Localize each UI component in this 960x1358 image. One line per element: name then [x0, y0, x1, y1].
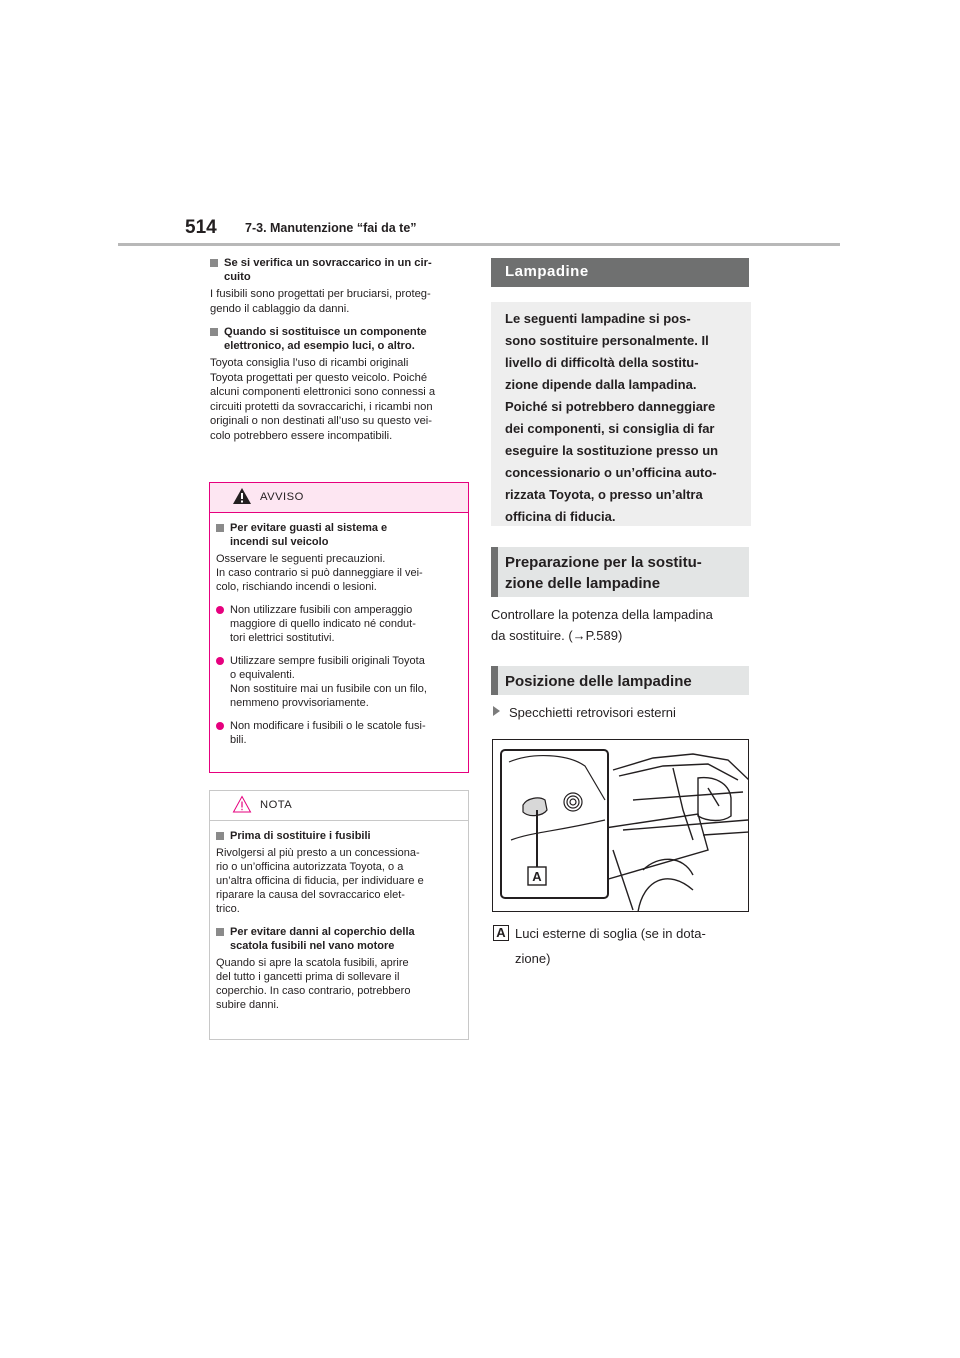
mirror-illustration — [492, 739, 749, 912]
section-title: Lampadine — [505, 263, 589, 280]
note-label: NOTA — [260, 799, 293, 811]
page-number: 514 — [185, 217, 217, 238]
square-bullet-icon — [210, 259, 218, 267]
intro-text: Le seguenti lampadine si pos- sono sostituire personalmente. Il livello di difficoltà della sostitu- zione dipende dalla lampadina. Poiché si potrebbero danneggiare dei componenti, si consiglia di far eseguire la sostituzione presso un concessionario o un’officina auto- rizzata Toyota, o presso un’altra officina di fiducia. — [505, 311, 719, 524]
car-mirror-drawing — [493, 740, 749, 912]
left-column — [210, 256, 468, 452]
warning-bullet: Utilizzare sempre fusibili originali Toyota o equivalenti. Non sostituire mai un fusibile con un filo, nemmeno provvisoriamente. — [216, 654, 462, 710]
note-heading-before-replace: Prima di sostituire i fusibili — [216, 829, 462, 843]
legend-letter: A — [493, 925, 509, 941]
square-bullet-icon — [210, 328, 218, 336]
legend-item — [493, 923, 753, 971]
chapter-title: 7-3. Manutenzione “fai da te” — [245, 221, 417, 235]
round-bullet-icon — [216, 657, 224, 665]
paragraph-fuses: I fusibili sono progettati per bruciarsi, proteg- gendo il cablaggio da danni. — [210, 288, 431, 315]
warning-label: AVVISO — [260, 491, 304, 503]
square-bullet-icon — [216, 524, 224, 532]
warning-paragraph: Osservare le seguenti precauzioni. In caso contrario si può danneggiare il vei- colo, rischiando incendi o lesioni. — [216, 553, 423, 593]
note-header — [210, 791, 468, 821]
triangle-bullet-icon — [493, 706, 500, 716]
note-paragraph-dealer: Rivolgersi al più presto a un concessiona- rio o un’officina autorizzata Toyota, o a un’altra officina di fiducia, per individuare e riparare la causa del sovraccarico elet- trico. — [216, 847, 424, 915]
callout-letter: A — [532, 869, 542, 884]
warning-header — [210, 483, 468, 513]
warning-heading: Per evitare guasti al sistema e incendi sul veicolo — [216, 521, 462, 549]
warning-triangle-icon — [232, 487, 252, 505]
note-heading-cover: Per evitare danni al coperchio della scatola fusibili nel vano motore — [216, 925, 462, 953]
round-bullet-icon — [216, 722, 224, 730]
legend-text: Luci esterne di soglia (se in dota- zione) — [515, 926, 706, 966]
square-bullet-icon — [216, 928, 224, 936]
paragraph-original-parts: Toyota consiglia l’uso di ricambi originali Toyota progettati per questo veicolo. Poiché alcuni componenti elettronici sono connessi a circuiti protetti da sovraccarichi, i ricambi non originali o non destinati all’uso su questo vei- colo potrebbero essere incompatibili. — [210, 357, 436, 442]
caution-triangle-icon — [232, 795, 252, 813]
mirror-item: Specchietti retrovisori esterni — [493, 702, 676, 723]
header-rule — [118, 243, 840, 246]
subsection-position: Posizione delle lampadine — [491, 666, 749, 695]
note-box — [209, 790, 469, 1040]
square-bullet-icon — [216, 832, 224, 840]
warning-box — [209, 482, 469, 773]
subsection-preparation: Preparazione per la sostitu- zione delle lampadine — [491, 547, 749, 597]
section-title-bar — [491, 258, 749, 287]
warning-bullet: Non utilizzare fusibili con amperaggio maggiore di quello indicato né condut- tori elettrici sostitutivi. — [216, 603, 462, 645]
warning-bullet: Non modificare i fusibili o le scatole fusi- bili. — [216, 719, 462, 747]
heading-overload: Se si verifica un sovraccarico in un cir- cuito — [210, 256, 468, 284]
note-paragraph-hooks: Quando si apre la scatola fusibili, aprire del tutto i gancetti prima di sollevare il coperchio. In caso contrario, potrebbero subire danni. — [216, 957, 411, 1011]
heading-replace-component: Quando si sostituisce un componente elettronico, ad esempio luci, o altro. — [210, 325, 468, 353]
intro-box — [491, 302, 751, 526]
round-bullet-icon — [216, 606, 224, 614]
preparation-text: Controllare la potenza della lampadina da sostituire. (→P.589) — [491, 607, 713, 643]
